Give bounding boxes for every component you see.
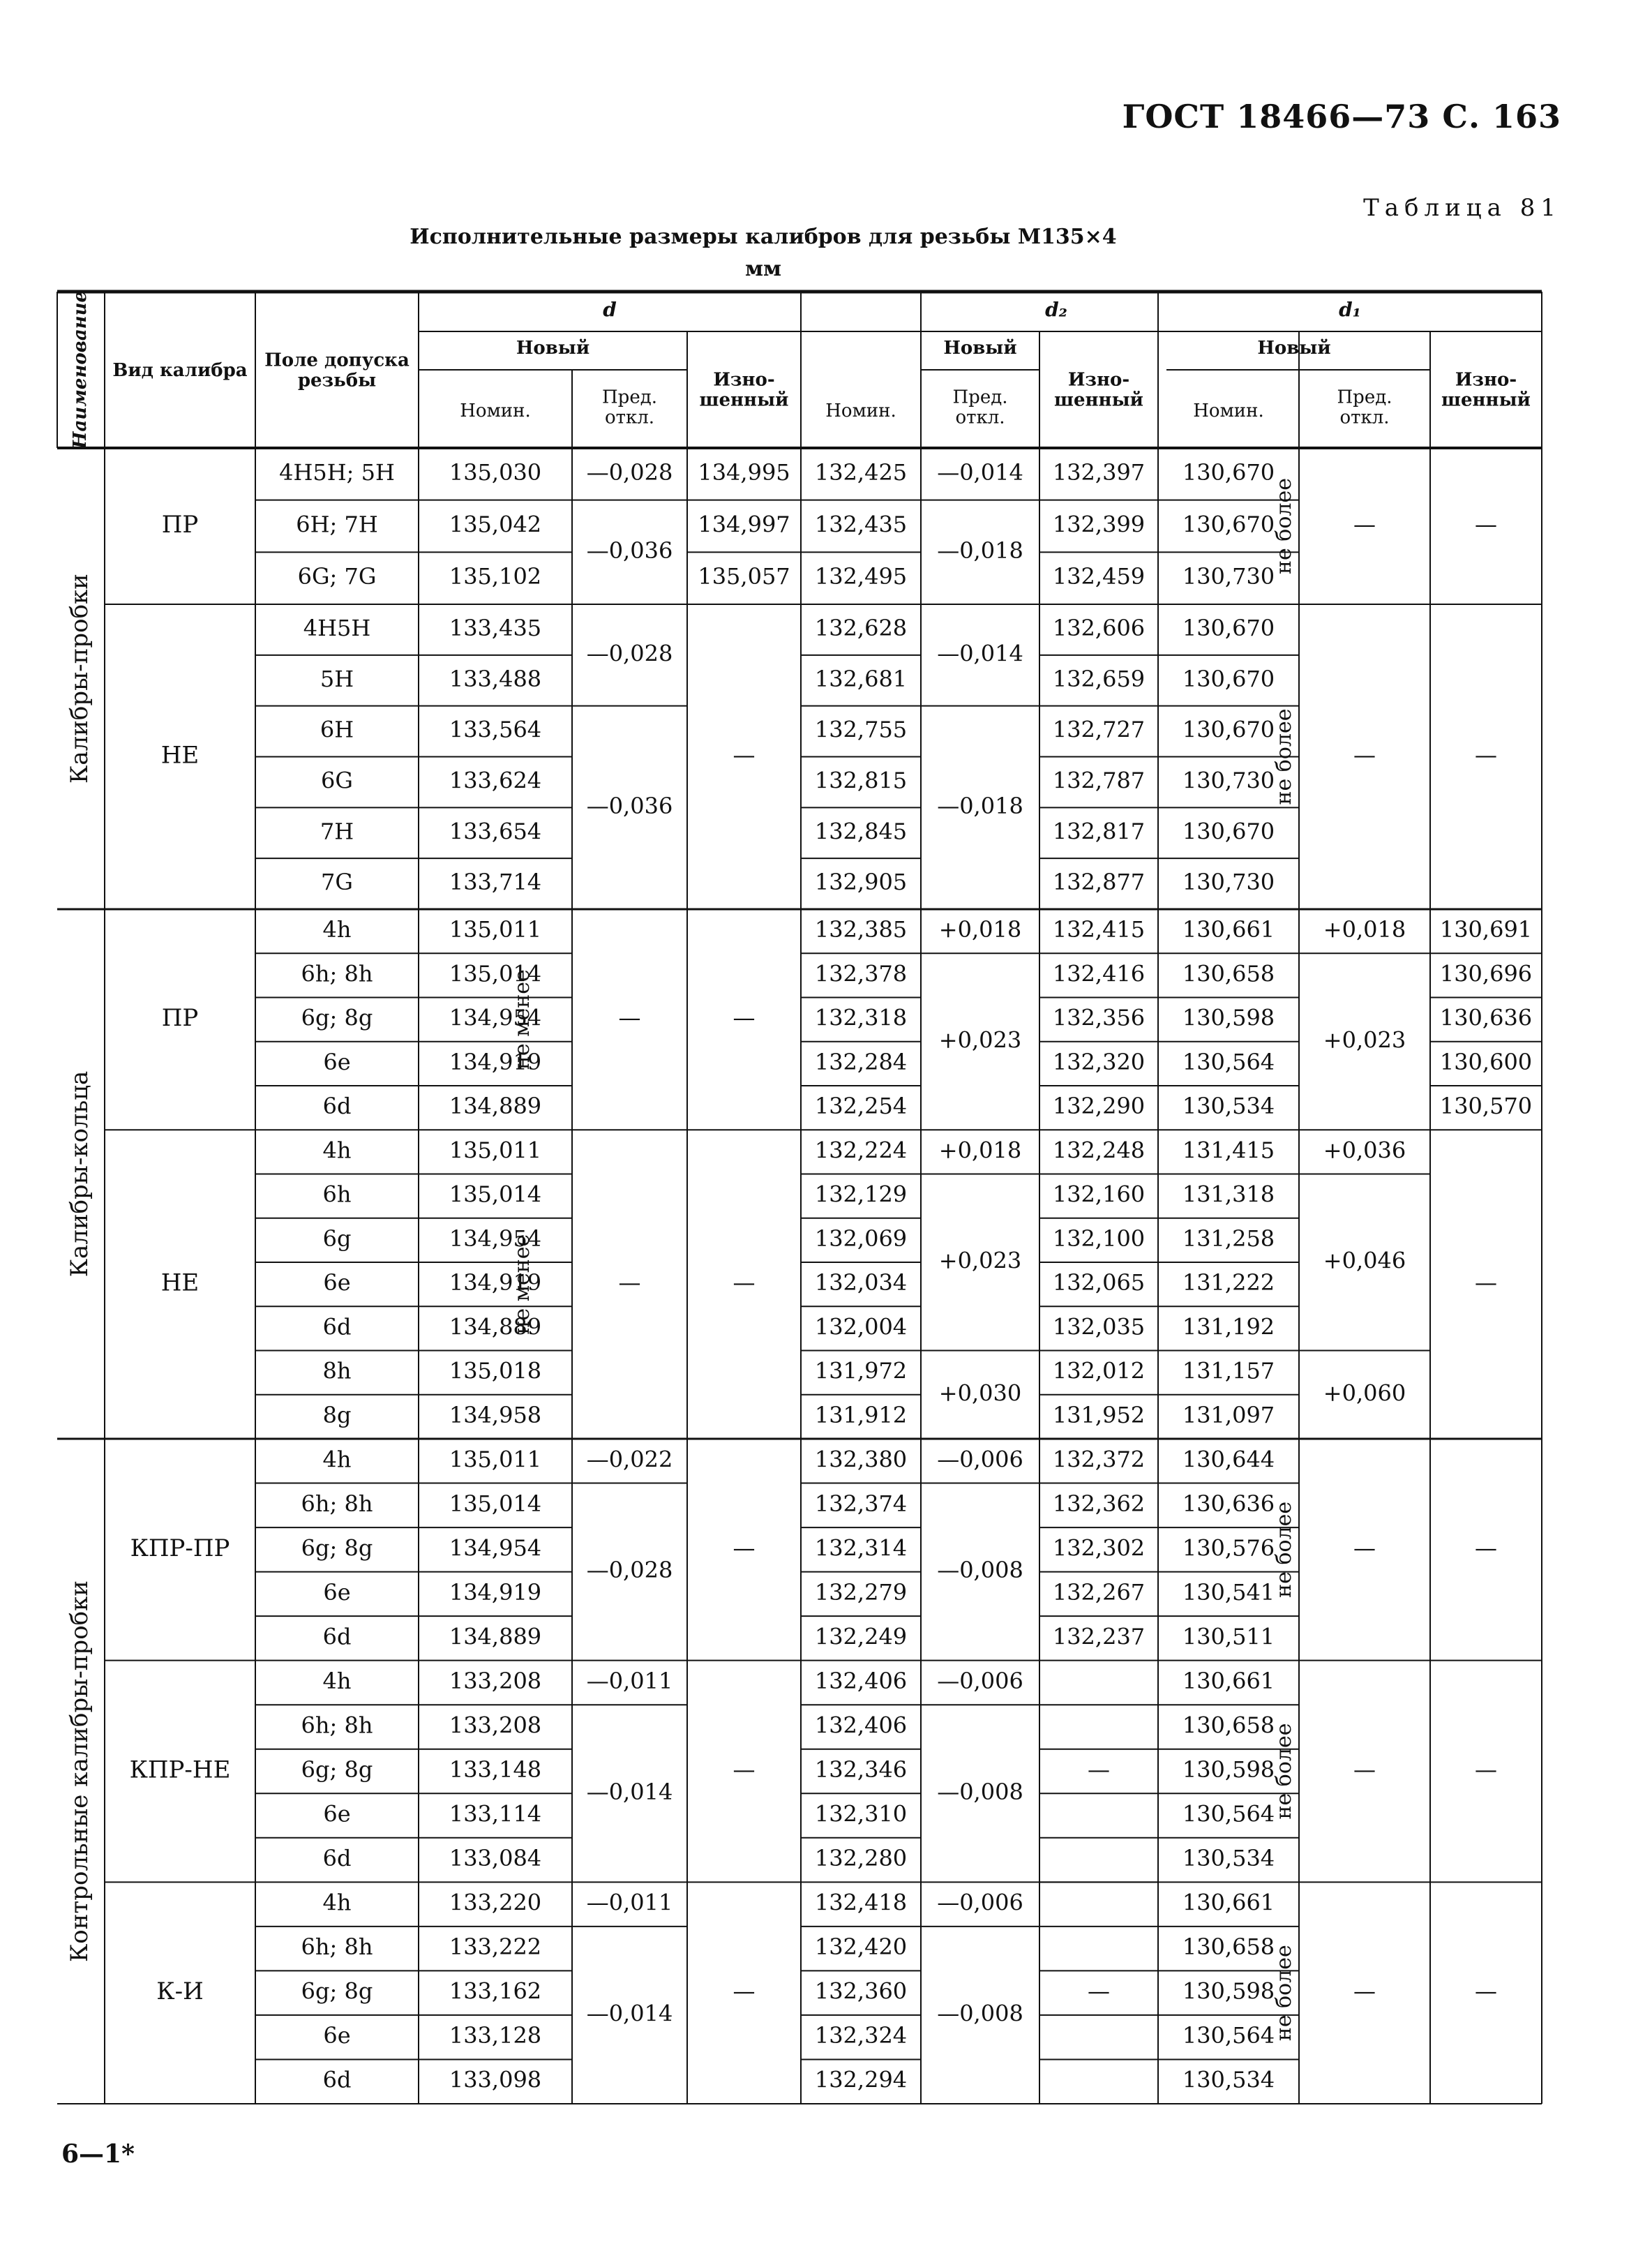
- d2-nominal: 132,380: [814, 1446, 908, 1473]
- d-dev-value: —0,028: [586, 640, 673, 667]
- d2-worn: 132,727: [1052, 716, 1146, 743]
- d-nominal: 135,011: [449, 1137, 542, 1164]
- group-label: Калибры-пробки: [66, 574, 93, 784]
- table-title-text: Исполнительные размеры калибров для резьбы М135×4: [410, 225, 1117, 249]
- d2-nominal: 132,905: [814, 869, 908, 896]
- d1-nominal: 130,730: [1182, 767, 1275, 794]
- d1-nominal: 130,644: [1182, 1446, 1275, 1473]
- d2-nominal: 132,129: [814, 1181, 908, 1208]
- d-nominal: 135,018: [449, 1357, 542, 1384]
- table-number: Таблица 81: [1363, 194, 1561, 222]
- d1-worn-value: —: [1475, 1756, 1497, 1783]
- d-nominal: 133,564: [449, 716, 542, 743]
- d2-nominal: 132,249: [814, 1623, 908, 1650]
- d1-dev-value: —: [1353, 1977, 1376, 2005]
- d1-dev-value: —: [1353, 1534, 1376, 1562]
- d-dev-value: —: [618, 1004, 641, 1031]
- tolerance-field: 4h: [322, 1889, 352, 1916]
- col-header-new: Новый: [516, 338, 590, 359]
- d1-nominal: 130,730: [1182, 563, 1275, 590]
- d-nominal: 133,208: [449, 1712, 542, 1739]
- d1-nominal: 130,670: [1182, 614, 1275, 641]
- limit-note: не более: [1272, 708, 1296, 805]
- d2-worn: 132,459: [1052, 563, 1146, 590]
- d1-worn: 130,696: [1439, 960, 1533, 987]
- d1-dev-value: —: [1353, 742, 1376, 768]
- d2-nominal: 132,406: [814, 1667, 908, 1694]
- limit-note: не более: [1272, 1501, 1296, 1598]
- d1-nominal: 130,576: [1182, 1534, 1275, 1562]
- d2-worn: 132,320: [1052, 1048, 1146, 1075]
- d-nominal: 134,889: [449, 1093, 542, 1120]
- d1-nominal: 130,598: [1182, 1756, 1275, 1783]
- d-dev-value: —: [618, 1269, 641, 1296]
- d2-worn: 132,397: [1052, 458, 1146, 486]
- d2-worn-value: —: [1088, 1756, 1110, 1783]
- d-nominal: 133,162: [449, 1977, 542, 2005]
- col-header-kind: Вид калибра: [112, 360, 248, 381]
- d1-nominal: 131,258: [1182, 1225, 1275, 1252]
- gauge-kind: К-И: [156, 1977, 204, 2006]
- d2-worn: 132,065: [1052, 1269, 1146, 1296]
- col-header-nom: Номин.: [460, 401, 531, 421]
- d-dev-value: —0,036: [586, 792, 673, 819]
- d-nominal: 133,488: [449, 665, 542, 692]
- d2-worn: 132,659: [1052, 665, 1146, 692]
- d-dev-value: —0,022: [586, 1446, 673, 1473]
- d2-nominal: 132,418: [814, 1889, 908, 1916]
- d2-worn: 132,877: [1052, 869, 1146, 896]
- d1-nominal: 130,511: [1182, 1623, 1275, 1650]
- d1-nominal: 130,598: [1182, 1977, 1275, 2005]
- d1-worn-value: —: [1475, 1977, 1497, 2005]
- col-header-d: d: [603, 298, 617, 322]
- d2-nominal: 132,374: [814, 1490, 908, 1517]
- d-nominal: 133,128: [449, 2022, 542, 2049]
- d1-nominal: 130,541: [1182, 1578, 1275, 1606]
- d2-dev-value: —0,006: [937, 1446, 1023, 1473]
- tolerance-field: 7G: [321, 869, 353, 896]
- tolerance-field: 6g; 8g: [301, 1534, 373, 1562]
- d2-nominal: 132,755: [814, 716, 908, 743]
- col-header-dev: Пред.: [952, 387, 1008, 408]
- d2-dev-value: +0,018: [938, 1137, 1022, 1164]
- tolerance-field: 6H; 7H: [296, 511, 378, 538]
- d1-worn: 130,691: [1439, 916, 1533, 943]
- col-header-field: резьбы: [297, 370, 377, 391]
- d-worn-value: —: [733, 1977, 756, 2005]
- d2-dev-value: —0,018: [937, 792, 1023, 819]
- d-dev-value: —0,014: [586, 1778, 673, 1805]
- d-worn-value: —: [733, 1269, 756, 1296]
- d1-dev-value: +0,018: [1323, 916, 1406, 943]
- d1-nominal: 130,670: [1182, 716, 1275, 743]
- tolerance-field: 6e: [323, 1800, 351, 1827]
- d2-dev-value: —0,006: [937, 1667, 1023, 1694]
- d2-worn: 132,100: [1052, 1225, 1146, 1252]
- d2-nominal: 132,495: [814, 563, 908, 590]
- d2-worn: 132,415: [1052, 916, 1146, 943]
- gauge-kind: КПР-НЕ: [129, 1756, 231, 1784]
- d1-nominal: 130,670: [1182, 458, 1275, 486]
- d-nominal: 135,014: [449, 960, 542, 987]
- col-header-field: Поле допуска: [264, 350, 410, 371]
- col-header-d1: d₁: [1339, 298, 1361, 322]
- d-nominal: 135,102: [449, 563, 542, 590]
- tolerance-field: 7H: [320, 818, 354, 845]
- d-nominal: 134,919: [449, 1269, 542, 1296]
- col-header-worn: шенный: [699, 389, 789, 411]
- page-header: ГОСТ 18466—73 С. 163: [1122, 98, 1561, 135]
- col-header-worn: Изно-: [713, 369, 775, 391]
- col-header-d2: d₂: [1045, 298, 1067, 322]
- d-nominal: 134,889: [449, 1313, 542, 1340]
- d2-nominal: 132,420: [814, 1934, 908, 1961]
- d-nominal: 135,030: [449, 458, 542, 486]
- gauge-kind: КПР-ПР: [130, 1534, 230, 1562]
- d-worn-value: —: [733, 742, 756, 768]
- d1-nominal: 130,658: [1182, 1712, 1275, 1739]
- tolerance-field: 6g; 8g: [301, 1004, 373, 1031]
- d2-nominal: 132,314: [814, 1534, 908, 1562]
- d-nominal: 133,714: [449, 869, 542, 896]
- tolerance-field: 6h; 8h: [301, 1934, 373, 1961]
- tolerance-field: 6h; 8h: [301, 960, 373, 987]
- d1-nominal: 131,415: [1182, 1137, 1275, 1164]
- tolerance-field: 6e: [323, 1578, 351, 1606]
- col-header-dev: откл.: [604, 407, 655, 428]
- d1-nominal: 130,730: [1182, 869, 1275, 896]
- d1-nominal: 131,157: [1182, 1357, 1275, 1384]
- d1-nominal: 130,564: [1182, 1800, 1275, 1827]
- d2-dev-value: —0,008: [937, 1557, 1023, 1584]
- d2-nominal: 132,294: [814, 2066, 908, 2093]
- col-header-dev: Пред.: [1337, 387, 1392, 408]
- d1-dev-value: +0,023: [1323, 1026, 1406, 1054]
- d-nominal: 133,624: [449, 767, 542, 794]
- d2-worn: 132,356: [1052, 1004, 1146, 1031]
- tolerance-field: 6d: [322, 1623, 352, 1650]
- d2-dev-value: +0,023: [938, 1247, 1022, 1274]
- d2-worn: 132,290: [1052, 1093, 1146, 1120]
- col-header-worn: Изно-: [1067, 369, 1130, 391]
- d1-nominal: 131,192: [1182, 1313, 1275, 1340]
- limit-note: не более: [1272, 1945, 1296, 2042]
- d1-nominal: 130,598: [1182, 1004, 1275, 1031]
- d1-dev-value: +0,036: [1323, 1137, 1406, 1164]
- d-dev-value: —0,028: [586, 1557, 673, 1584]
- d2-worn: 132,248: [1052, 1137, 1146, 1164]
- d2-worn: 132,160: [1052, 1181, 1146, 1208]
- d2-nominal: 132,324: [814, 2022, 908, 2049]
- d1-nominal: 130,661: [1182, 916, 1275, 943]
- tolerance-field: 6h; 8h: [301, 1490, 373, 1517]
- d2-nominal: 132,360: [814, 1977, 908, 2005]
- limit-note: не более: [1272, 1723, 1296, 1820]
- d-nominal: 134,954: [449, 1225, 542, 1252]
- tolerance-field: 6g; 8g: [301, 1756, 373, 1783]
- d1-nominal: 130,658: [1182, 960, 1275, 987]
- d2-nominal: 132,224: [814, 1137, 908, 1164]
- col-header-new: Новый: [1257, 338, 1331, 359]
- d2-worn: 132,237: [1052, 1623, 1146, 1650]
- d2-nominal: 132,034: [814, 1269, 908, 1296]
- d-nominal: 133,654: [449, 818, 542, 845]
- d2-nominal: 132,310: [814, 1800, 908, 1827]
- col-header-nom: Номин.: [825, 401, 896, 421]
- col-header-nom: Номин.: [1193, 401, 1264, 421]
- col-header-new: Новый: [943, 338, 1017, 359]
- d1-nominal: 131,222: [1182, 1269, 1275, 1296]
- d1-dev-value: —: [1353, 1756, 1376, 1783]
- tolerance-field: 4h: [322, 1137, 352, 1164]
- d-dev-value: —0,011: [586, 1667, 673, 1694]
- table-unit-text: мм: [744, 257, 782, 281]
- d1-worn-value: —: [1475, 1534, 1497, 1562]
- group-label: Калибры-кольца: [66, 1070, 93, 1278]
- d2-nominal: 132,435: [814, 511, 908, 538]
- limit-note: не менее: [510, 1234, 534, 1335]
- d-nominal: 135,011: [449, 916, 542, 943]
- gauge-kind: НЕ: [160, 1269, 200, 1297]
- tolerance-field: 8h: [322, 1357, 352, 1384]
- d2-nominal: 132,385: [814, 916, 908, 943]
- d-nominal: 133,208: [449, 1667, 542, 1694]
- d1-dev-value: —: [1353, 511, 1376, 538]
- d-nominal: 135,011: [449, 1446, 542, 1473]
- d2-worn: 132,012: [1052, 1357, 1146, 1384]
- d2-dev-value: +0,023: [938, 1026, 1022, 1054]
- gauge-kind: НЕ: [160, 741, 200, 770]
- d2-dev-value: —0,008: [937, 2000, 1023, 2027]
- d1-nominal: 130,534: [1182, 1093, 1275, 1120]
- tolerance-field: 6d: [322, 2066, 352, 2093]
- d2-nominal: 132,346: [814, 1756, 908, 1783]
- d-nominal: 134,954: [449, 1004, 542, 1031]
- d-worn-value: —: [733, 1756, 756, 1783]
- col-header-worn: Изно-: [1455, 369, 1517, 391]
- d-dev-value: —0,011: [586, 1889, 673, 1916]
- d-nominal: 133,435: [449, 614, 542, 641]
- d1-worn: 130,636: [1439, 1004, 1533, 1031]
- d2-nominal: 132,406: [814, 1712, 908, 1739]
- tolerance-field: 6g; 8g: [301, 1977, 373, 2005]
- tolerance-field: 4h: [322, 1446, 352, 1473]
- d2-worn: 132,267: [1052, 1578, 1146, 1606]
- d-dev-value: —0,028: [586, 458, 673, 486]
- col-header-dev: откл.: [1339, 407, 1390, 428]
- d2-nominal: 131,972: [814, 1357, 908, 1384]
- tolerance-field: 5H: [320, 665, 354, 692]
- tolerance-field: 4H5H: [303, 614, 371, 641]
- tolerance-field: 6g: [322, 1225, 352, 1252]
- tolerance-field: 8g: [322, 1401, 352, 1428]
- gauge-kind: ПР: [161, 1004, 199, 1033]
- d1-nominal: 130,564: [1182, 2022, 1275, 2049]
- d2-dev-value: —0,006: [937, 1889, 1023, 1916]
- d2-worn: 132,302: [1052, 1534, 1146, 1562]
- d-nominal: 133,098: [449, 2066, 542, 2093]
- d-worn-value: 135,057: [698, 563, 790, 590]
- d-worn-value: —: [733, 1534, 756, 1562]
- d-nominal: 134,889: [449, 1623, 542, 1650]
- d1-dev-value: +0,060: [1323, 1379, 1406, 1407]
- d-nominal: 134,958: [449, 1401, 542, 1428]
- page-footer: 6—1*: [61, 2139, 135, 2169]
- d1-nominal: 130,661: [1182, 1889, 1275, 1916]
- d2-dev-value: —0,014: [937, 458, 1023, 486]
- d2-worn: 132,362: [1052, 1490, 1146, 1517]
- d-nominal: 135,042: [449, 511, 542, 538]
- tolerance-field: 6e: [323, 2022, 351, 2049]
- tolerance-field: 6e: [323, 1048, 351, 1075]
- tolerance-field: 6d: [322, 1845, 352, 1872]
- d2-worn: 132,416: [1052, 960, 1146, 987]
- d1-nominal: 130,670: [1182, 818, 1275, 845]
- d2-nominal: 132,815: [814, 767, 908, 794]
- group-label: Контрольные калибры-пробки: [66, 1580, 93, 1963]
- d2-dev-value: —0,018: [937, 537, 1023, 564]
- d2-nominal: 132,279: [814, 1578, 908, 1606]
- d1-worn: 130,570: [1439, 1093, 1533, 1120]
- d-worn-value: 134,997: [698, 511, 790, 538]
- d-nominal: 135,014: [449, 1490, 542, 1517]
- d2-dev-value: —0,014: [937, 640, 1023, 667]
- d2-nominal: 132,004: [814, 1313, 908, 1340]
- d1-worn-value: —: [1475, 1269, 1497, 1296]
- d2-dev-value: —0,008: [937, 1778, 1023, 1805]
- d1-worn-value: —: [1475, 511, 1497, 538]
- d2-nominal: 131,912: [814, 1401, 908, 1428]
- d2-worn: 132,035: [1052, 1313, 1146, 1340]
- d1-nominal: 130,534: [1182, 1845, 1275, 1872]
- d2-worn: 131,952: [1052, 1401, 1146, 1428]
- d2-nominal: 132,681: [814, 665, 908, 692]
- d2-nominal: 132,378: [814, 960, 908, 987]
- d1-nominal: 130,670: [1182, 665, 1275, 692]
- d-nominal: 134,919: [449, 1578, 542, 1606]
- d2-nominal: 132,425: [814, 458, 908, 486]
- d2-nominal: 132,318: [814, 1004, 908, 1031]
- tolerance-field: 4h: [322, 1667, 352, 1694]
- tolerance-field: 4H5H; 5H: [279, 458, 395, 486]
- d2-nominal: 132,284: [814, 1048, 908, 1075]
- gauge-kind: ПР: [161, 511, 199, 539]
- d-dev-value: —0,014: [586, 2000, 673, 2027]
- tolerance-field: 6d: [322, 1093, 352, 1120]
- d1-dev-value: +0,046: [1323, 1247, 1406, 1274]
- col-header-dev: Пред.: [602, 387, 657, 408]
- limit-note: не менее: [510, 969, 534, 1070]
- d-worn-value: 134,995: [698, 458, 790, 486]
- d2-worn: 132,606: [1052, 614, 1146, 641]
- d-nominal: 133,084: [449, 1845, 542, 1872]
- d2-worn: 132,372: [1052, 1446, 1146, 1473]
- tolerance-field: 6h: [322, 1181, 352, 1208]
- tolerance-field: 6d: [322, 1313, 352, 1340]
- d2-nominal: 132,845: [814, 818, 908, 845]
- d2-worn: 132,817: [1052, 818, 1146, 845]
- tolerance-field: 6h; 8h: [301, 1712, 373, 1739]
- d-nominal: 134,954: [449, 1534, 542, 1562]
- d1-nominal: 130,661: [1182, 1667, 1275, 1694]
- d1-nominal: 130,534: [1182, 2066, 1275, 2093]
- d1-nominal: 130,564: [1182, 1048, 1275, 1075]
- d2-dev-value: +0,030: [938, 1379, 1022, 1407]
- tolerance-field: 6G: [321, 767, 353, 794]
- d-dev-value: —0,036: [586, 537, 673, 564]
- limit-note: не более: [1272, 478, 1296, 574]
- d1-worn-value: —: [1475, 742, 1497, 768]
- d-nominal: 135,014: [449, 1181, 542, 1208]
- col-header-worn: шенный: [1441, 389, 1531, 411]
- col-header-worn: шенный: [1054, 389, 1143, 411]
- tolerance-field: 4h: [322, 916, 352, 943]
- d-nominal: 133,148: [449, 1756, 542, 1783]
- d1-nominal: 131,097: [1182, 1401, 1275, 1428]
- d1-nominal: 130,636: [1182, 1490, 1275, 1517]
- d-nominal: 133,114: [449, 1800, 542, 1827]
- tolerance-field: 6H: [320, 716, 354, 743]
- d-worn-value: —: [733, 1004, 756, 1031]
- d1-worn: 130,600: [1439, 1048, 1533, 1075]
- d1-nominal: 130,670: [1182, 511, 1275, 538]
- d1-nominal: 130,658: [1182, 1934, 1275, 1961]
- tolerance-field: 6e: [323, 1269, 351, 1296]
- d2-worn: 132,399: [1052, 511, 1146, 538]
- d2-worn: 132,787: [1052, 767, 1146, 794]
- d-nominal: 134,919: [449, 1048, 542, 1075]
- d2-nominal: 132,254: [814, 1093, 908, 1120]
- d2-worn-value: —: [1088, 1977, 1110, 2005]
- d2-nominal: 132,069: [814, 1225, 908, 1252]
- d2-nominal: 132,280: [814, 1845, 908, 1872]
- d1-nominal: 131,318: [1182, 1181, 1275, 1208]
- d-nominal: 133,222: [449, 1934, 542, 1961]
- d2-dev-value: +0,018: [938, 916, 1022, 943]
- d2-nominal: 132,628: [814, 614, 908, 641]
- d-nominal: 133,220: [449, 1889, 542, 1916]
- col-header-name: Наименование: [70, 290, 91, 449]
- tolerance-field: 6G; 7G: [297, 563, 377, 590]
- col-header-dev: откл.: [955, 407, 1005, 428]
